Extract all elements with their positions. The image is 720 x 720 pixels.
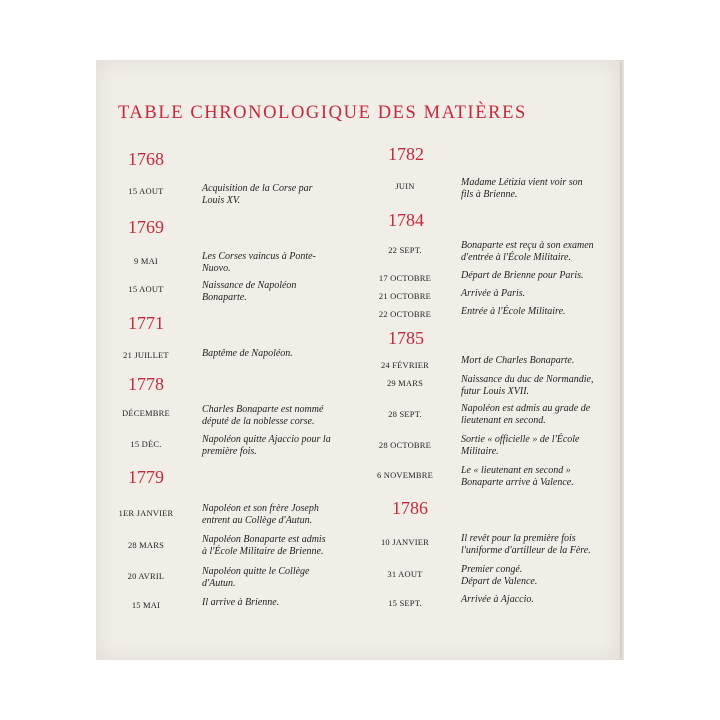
entry-text: Acquisition de la Corse par Louis XV. [202,183,313,206]
entry-text: Naissance du duc de Normandie, futur Louis XVII. [461,374,594,397]
entry-text: Départ de Brienne pour Paris. [461,270,584,281]
entry-date: 21 JUILLET [123,350,169,360]
entry-text: Napoléon est admis au grade de lieutenant en second. [461,403,591,426]
entry-text: Premier congé. Départ de Valence. [461,564,538,587]
entry-date: 17 OCTOBRE [378,273,432,283]
year-heading: 1771 [128,313,164,333]
page-title: TABLE CHRONOLOGIQUE DES MATIÈRES [118,103,527,123]
entry-text: Napoléon quitte Ajaccio pour la première fois. [202,434,331,457]
entry-text: Entrée à l'École Militaire. [461,306,566,317]
entry-text: Napoléon Bonaparte est admis à l'École Militaire de Brienne. [202,534,326,557]
entry-date: 29 MARS [386,378,424,388]
entry-date: 15 AOUT [128,186,164,196]
entry-text: Mort de Charles Bonaparte. [461,355,575,366]
year-heading: 1778 [128,374,164,394]
entry-date: 28 OCTOBRE [378,440,432,450]
entry-date: 28 SEPT. [388,409,422,419]
entry-date: 15 AOUT [128,284,164,294]
entry-date: 15 DÉC. [130,439,162,449]
entry-text: Il revêt pour la première fois l'uniforme d'artilleur de la Fère. [461,533,591,556]
entry-date: 9 MAI [134,256,158,266]
entry-text: Baptême de Napoléon. [202,348,293,359]
entry-date: 15 SEPT. [388,598,422,608]
entry-text: Arrivée à Paris. [461,288,526,299]
entry-text: Sortie « officielle » de l'École Militaire. [461,434,580,457]
entry-date: 1ER JANVIER [118,508,174,518]
entry-date: 22 SEPT. [388,245,422,255]
entry-text: Napoléon quitte le Collège d'Autun. [202,566,310,589]
entry-text: Charles Bonaparte est nommé député de la noblesse corse. [202,404,324,427]
entry-text: Bonaparte est reçu à son examen d'entrée à l'École Militaire. [461,240,594,263]
year-heading: 1782 [388,144,424,164]
entry-date: 10 JANVIER [380,537,430,547]
entry-date: 24 FÉVRIER [380,360,430,370]
entry-text: Naissance de Napoléon Bonaparte. [202,280,297,303]
entry-text: Les Corses vaincus à Ponte- Nuovo. [202,251,316,274]
year-heading: 1784 [388,210,424,230]
year-heading: 1785 [388,328,424,348]
entry-date: 6 NOVEMBRE [376,470,434,480]
entry-text: Le « lieutenant en second » Bonaparte arrive à Valence. [461,465,574,488]
entry-date: JUIN [395,181,415,191]
year-heading: 1769 [128,217,164,237]
year-heading: 1768 [128,149,164,169]
entry-text: Arrivée à Ajaccio. [461,594,534,605]
entry-date: 31 AOUT [387,569,423,579]
entry-date: 21 OCTOBRE [378,291,432,301]
entry-date: DÉCEMBRE [122,408,170,418]
entry-text: Il arrive à Brienne. [202,597,280,608]
entry-date: 22 OCTOBRE [378,309,432,319]
page-edge [620,60,624,660]
entry-date: 15 MAI [131,600,161,610]
entry-text: Napoléon et son frère Joseph entrent au Collège d'Autun. [202,503,319,526]
entry-date: 20 AVRIL [127,571,165,581]
year-heading: 1786 [392,498,428,518]
entry-date: 28 MARS [127,540,165,550]
year-heading: 1779 [128,467,164,487]
entry-text: Madame Létizia vient voir son fils à Brienne. [461,177,583,200]
